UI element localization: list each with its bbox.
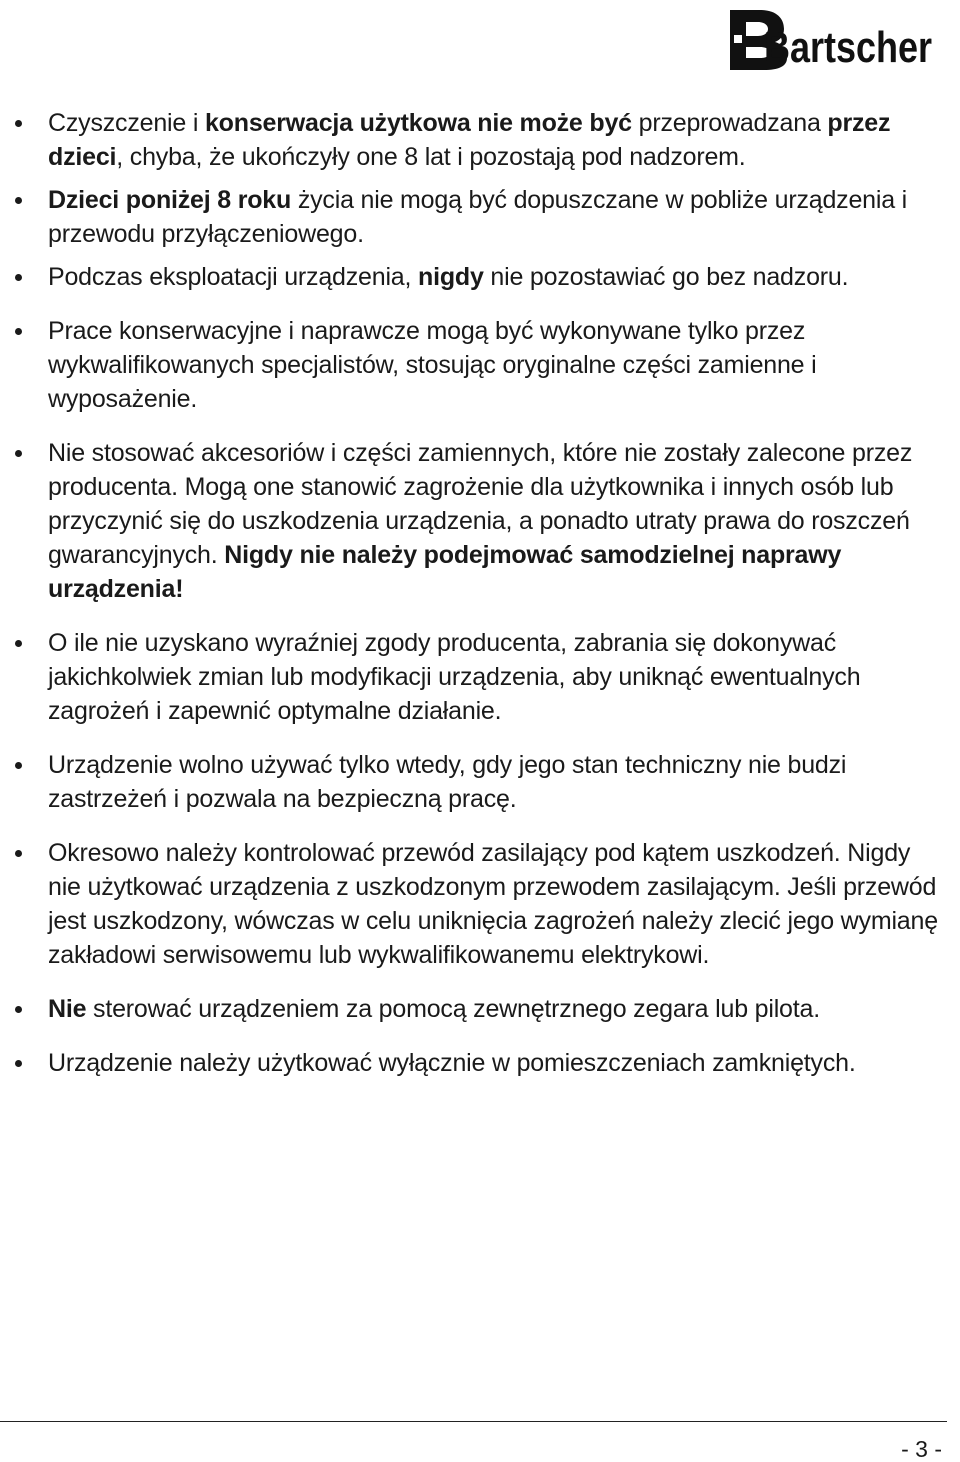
emphasis-text: Nie (48, 995, 87, 1023)
body-text: Urządzenie wolno używać tylko wtedy, gdy jego stan techniczny nie budzi zastrzeżeń i pozwala na bezpieczną pracę. (48, 751, 847, 813)
emphasis-text: Dzieci poniżej 8 roku (48, 186, 292, 214)
list-item (0, 314, 960, 416)
page-number: - 3 - (901, 1436, 942, 1462)
list-item (0, 836, 960, 972)
body-text: Urządzenie należy użytkować wyłącznie w pomieszczeniach zamkniętych. (48, 1049, 856, 1077)
bartscher-logo (724, 4, 936, 72)
brand-name: Bartscher (764, 23, 932, 72)
body-text: przeprowadzana (631, 109, 828, 137)
safety-instructions (0, 106, 960, 1089)
emphasis-text: nigdy (418, 263, 484, 291)
body-text: , chyba, że ukończyły one 8 lat i pozostają pod nadzorem. (116, 143, 746, 171)
list-item (0, 626, 960, 728)
list-item (0, 183, 960, 251)
body-text: nie pozostawiać go bez nadzoru. (483, 263, 849, 291)
list-item (0, 106, 960, 174)
body-text: Podczas eksploatacji urządzenia, (48, 263, 418, 291)
body-text: Czyszczenie i (48, 109, 205, 137)
emphasis-text: przez dzieci (48, 109, 891, 171)
body-text: Nie stosować akcesoriów i części zamiennych, które nie zostały zalecone przez producenta. Mogą one stanowić zagrożenie dla użytkownika i innych osób lub przyczynić się do uszkodzenia urządzenia, a ponadto utraty prawa do roszczeń gwarancyjnych. (48, 439, 913, 569)
body-text: życia nie mogą być dopuszczane w pobliże urządzenia i przewodu przyłączeniowego. (48, 186, 908, 248)
list-item (0, 260, 960, 294)
list-item (0, 748, 960, 816)
emphasis-text: Nigdy nie należy podejmować samodzielnej naprawy urządzenia! (48, 541, 842, 603)
body-text: Prace konserwacyjne i naprawcze mogą być wykonywane tylko przez wykwalifikowanych specjalistów, stosując oryginalne części zamienne i wyposażenie. (48, 317, 817, 413)
list-item (0, 1046, 960, 1080)
footer-divider (0, 1421, 947, 1422)
instruction-list (0, 106, 960, 1080)
body-text: Okresowo należy kontrolować przewód zasilający pod kątem uszkodzeń. Nigdy nie użytkować urządzenia z uszkodzonym przewodem zasilającym. Jeśli przewód jest uszkodzony, wówczas w celu uniknięcia zagrożeń należy zlecić jego wymianę zakładowi serwisowemu lub wykwalifikowanemu elektrykowi. (48, 839, 938, 969)
list-item (0, 436, 960, 606)
list-item (0, 992, 960, 1026)
body-text: O ile nie uzyskano wyraźniej zgody producenta, zabrania się dokonywać jakichkolwiek zmian lub modyfikacji urządzenia, aby uniknąć ewentualnych zagrożeń i zapewnić optymalne działanie. (48, 629, 861, 725)
body-text: sterować urządzeniem za pomocą zewnętrznego zegara lub pilota. (86, 995, 820, 1023)
emphasis-text: konserwacja użytkowa nie może być (204, 109, 632, 137)
